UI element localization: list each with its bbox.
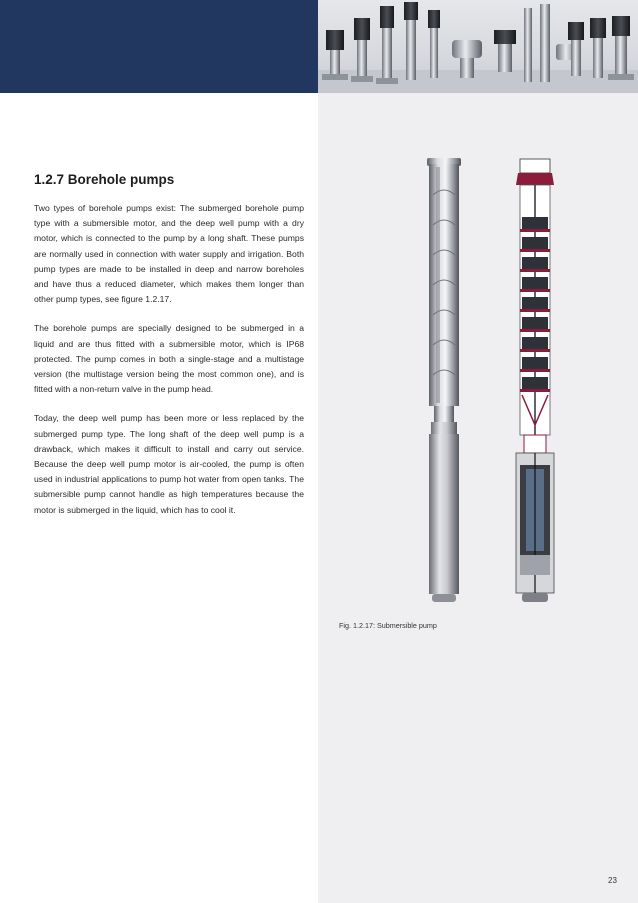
paragraph: The borehole pumps are specially designed to be submerged in a liquid and are thus fitted with a submersible motor, which is IP68 protected. The pump comes in both a single-stage and a multistage version (the multistage version being the most common one), and is fitted with a non-return valve in the pump head. bbox=[34, 323, 304, 395]
page-number: 23 bbox=[608, 876, 617, 885]
section-title: 1.2.7 Borehole pumps bbox=[34, 172, 175, 187]
section-body bbox=[34, 201, 304, 532]
pump-cross-section-view bbox=[516, 159, 554, 602]
header-pump-photo bbox=[318, 0, 638, 93]
pump-exterior-view bbox=[427, 158, 461, 602]
pump-lineup-illustration bbox=[318, 0, 638, 93]
header-color-band bbox=[0, 0, 318, 93]
submersible-pump-figure bbox=[340, 155, 620, 610]
figure-caption: Fig. 1.2.17: Submersible pump bbox=[339, 621, 437, 630]
paragraph: Today, the deep well pump has been more or less replaced by the submerged pump type. The long shaft of the deep well pump is a drawback, which makes it difficult to install and carry out service. Because the deep well pump motor is air-cooled, the pump is often used in industrial applications to pump hot water from open tanks. The submersible pump cannot handle as high temperatures because the motor is submerged in the liquid, which has to cool it. bbox=[34, 413, 304, 515]
paragraph: Two types of borehole pumps exist: The submerged borehole pump type with a submersible motor, and the deep well pump with a dry motor, which is connected to the pump by a long shaft. These pumps are normally used in connection with water supply and irrigation. Both pump types are made to be installed in deep and narrow boreholes and have thus a reduced diameter, which makes them longer than other pump types, see figure 1.2.17. bbox=[34, 203, 304, 305]
